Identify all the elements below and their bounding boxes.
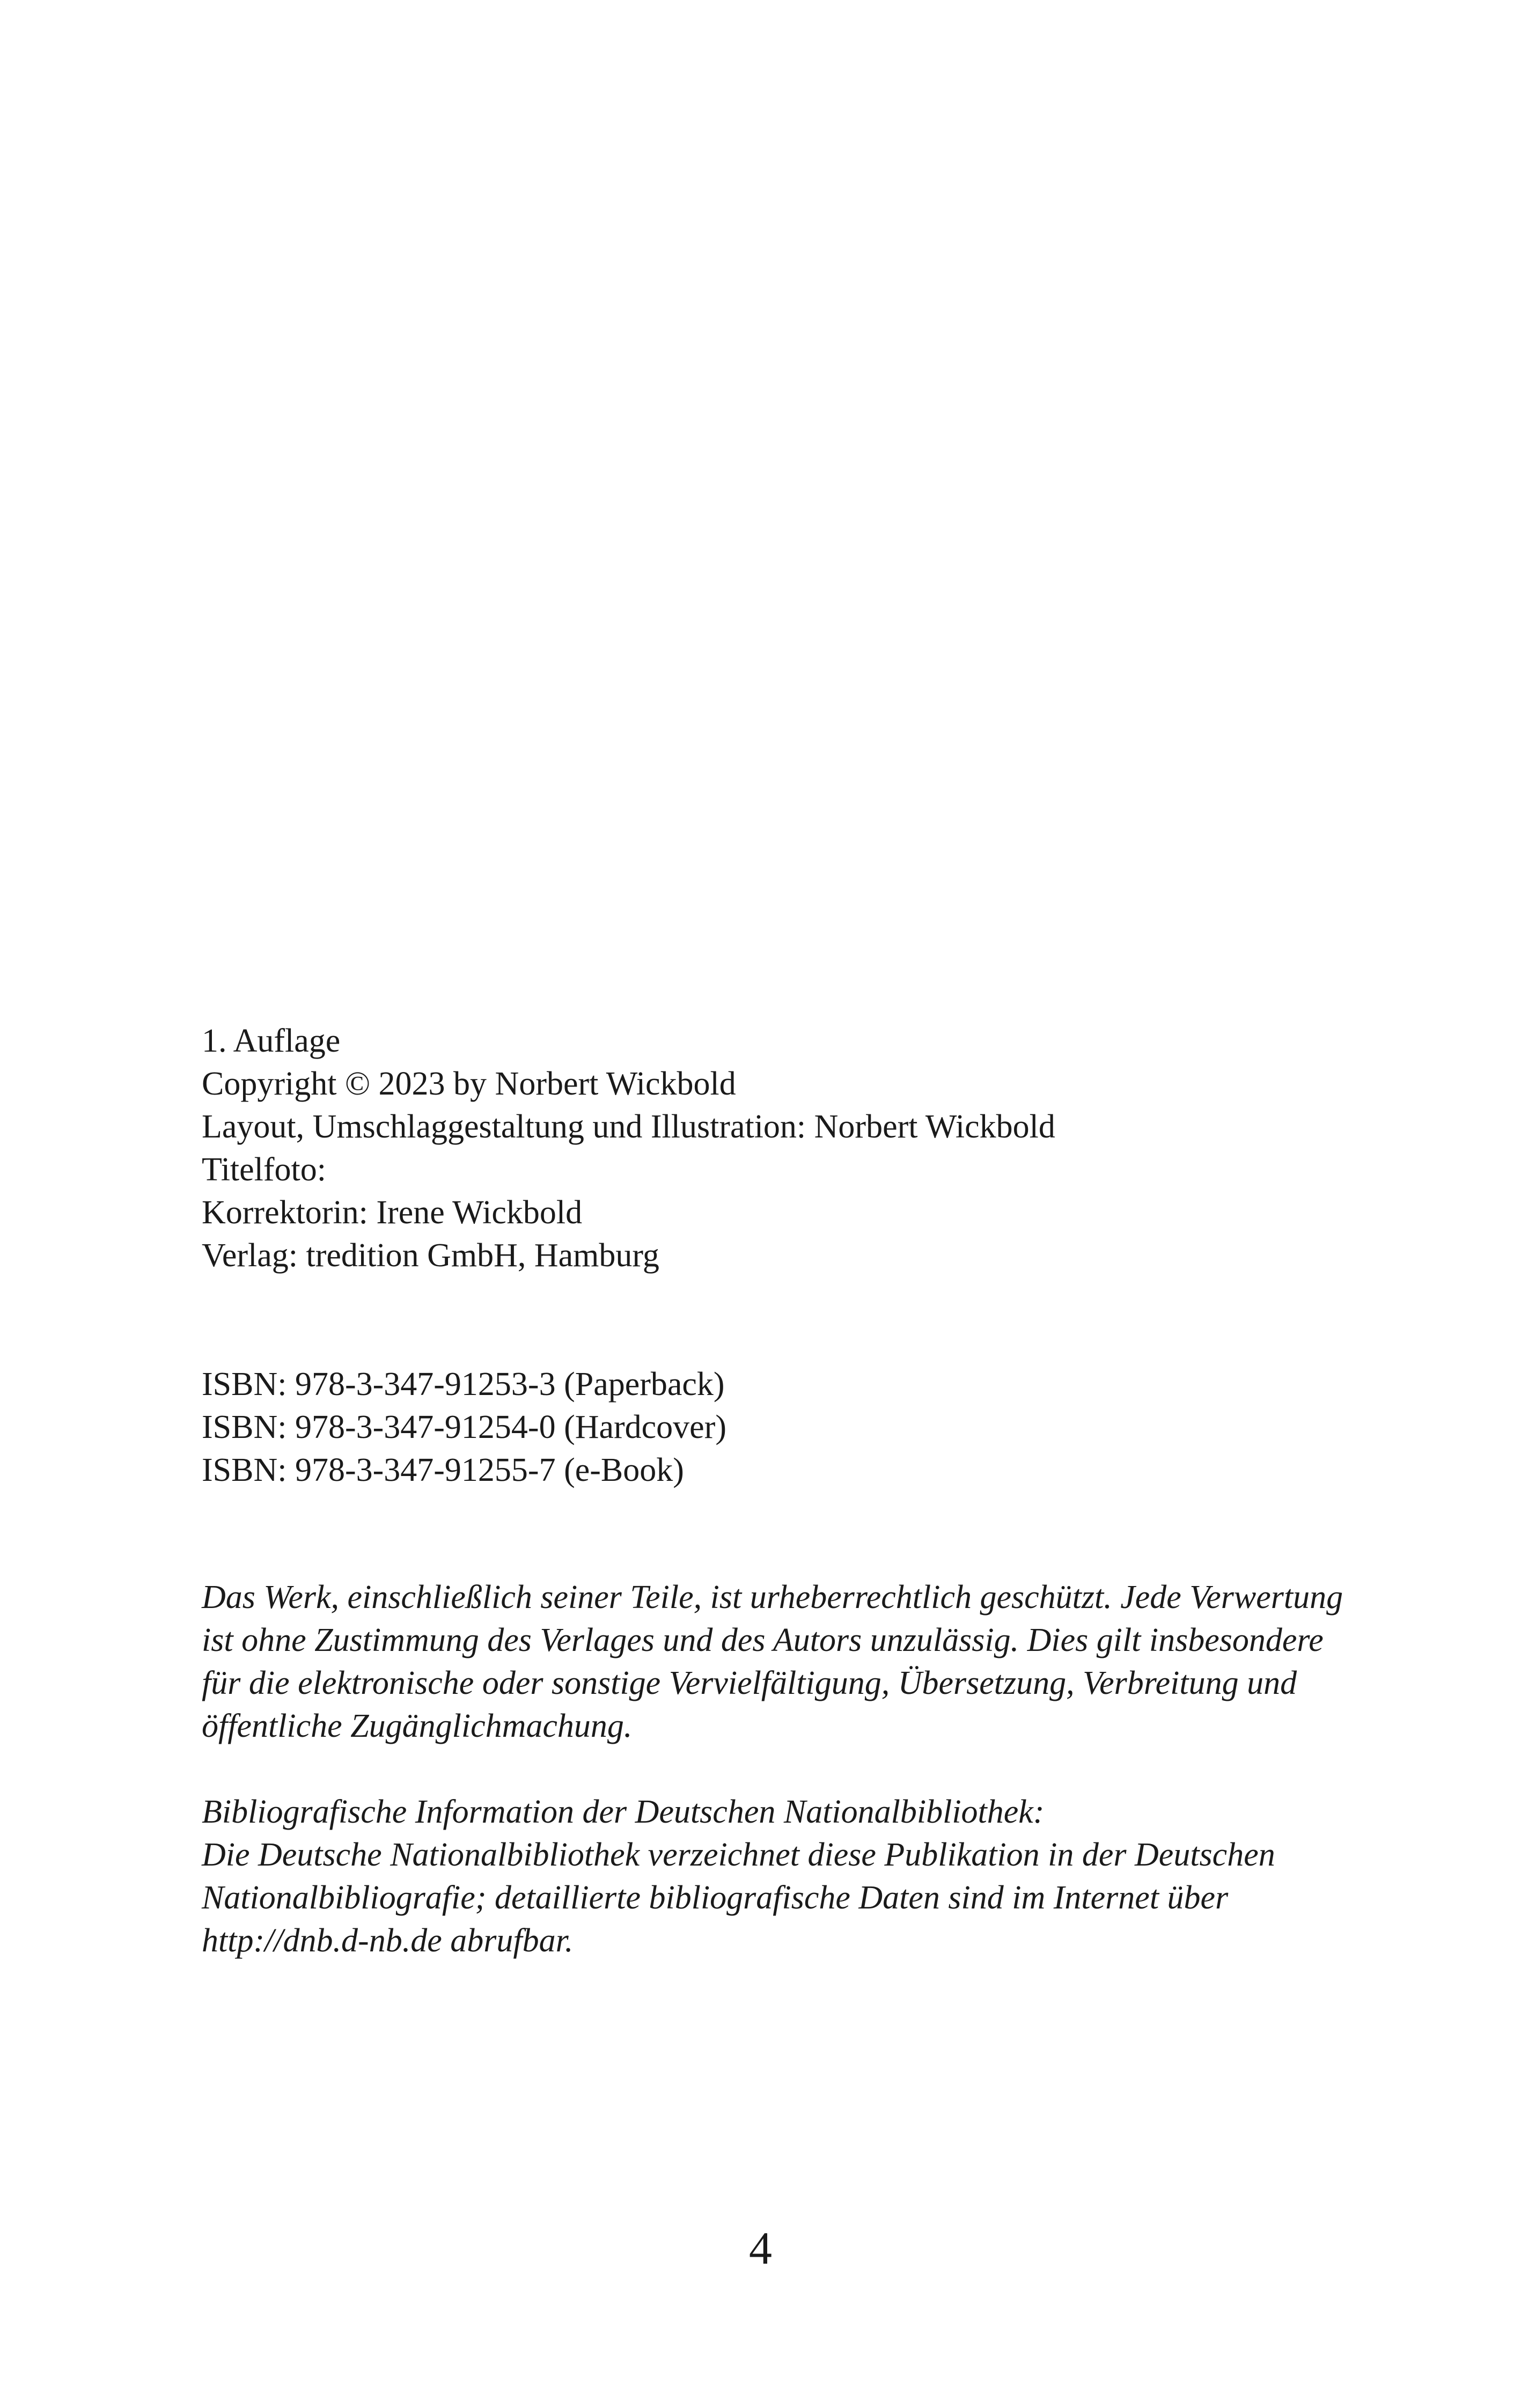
bibliographic-info-line: Die Deutsche Nationalbibliothek verzeichnet diese Publikation in der Deutschen — [202, 1837, 1275, 1873]
publisher-line: Verlag: tredition GmbH, Hamburg — [202, 1237, 659, 1274]
page-number: 4 — [749, 2222, 772, 2274]
cover-photo-line: Titelfoto: — [202, 1151, 326, 1188]
proofreader-line: Korrektorin: Irene Wickbold — [202, 1194, 583, 1231]
bibliographic-info-heading: Bibliografische Information der Deutschen Nationalbibliothek: — [202, 1794, 1045, 1830]
copyright-line: Copyright © 2023 by Norbert Wickbold — [202, 1066, 736, 1102]
isbn-hardcover: ISBN: 978-3-347-91254-0 (Hardcover) — [202, 1409, 726, 1445]
legal-notice — [202, 1576, 1355, 1748]
legal-notice-line: ist ohne Zustimmung des Verlages und des Autors unzulässig. Dies gilt insbesondere — [202, 1622, 1324, 1658]
layout-credit-line: Layout, Umschlaggestaltung und Illustration: Norbert Wickbold — [202, 1108, 1055, 1145]
isbn-block — [202, 1363, 1355, 1492]
isbn-paperback: ISBN: 978-3-347-91253-3 (Paperback) — [202, 1366, 725, 1403]
isbn-ebook: ISBN: 978-3-347-91255-7 (e-Book) — [202, 1452, 684, 1488]
imprint-block — [202, 1019, 1355, 1277]
legal-notice-line: für die elektronische oder sonstige Vervielfältigung, Übersetzung, Verbreitung und — [202, 1665, 1297, 1701]
legal-notice-line: Das Werk, einschließlich seiner Teile, ist urheberrechtlich geschützt. Jede Verwertung — [202, 1579, 1343, 1616]
legal-notice-line: öffentliche Zugänglichmachung. — [202, 1708, 633, 1744]
bibliographic-info — [202, 1790, 1355, 1962]
bibliographic-info-line: Nationalbibliografie; detaillierte bibliografische Daten sind im Internet über — [202, 1880, 1229, 1916]
edition-line: 1. Auflage — [202, 1023, 341, 1059]
bibliographic-info-link: http://dnb.d-nb.de abrufbar. — [202, 1922, 574, 1959]
